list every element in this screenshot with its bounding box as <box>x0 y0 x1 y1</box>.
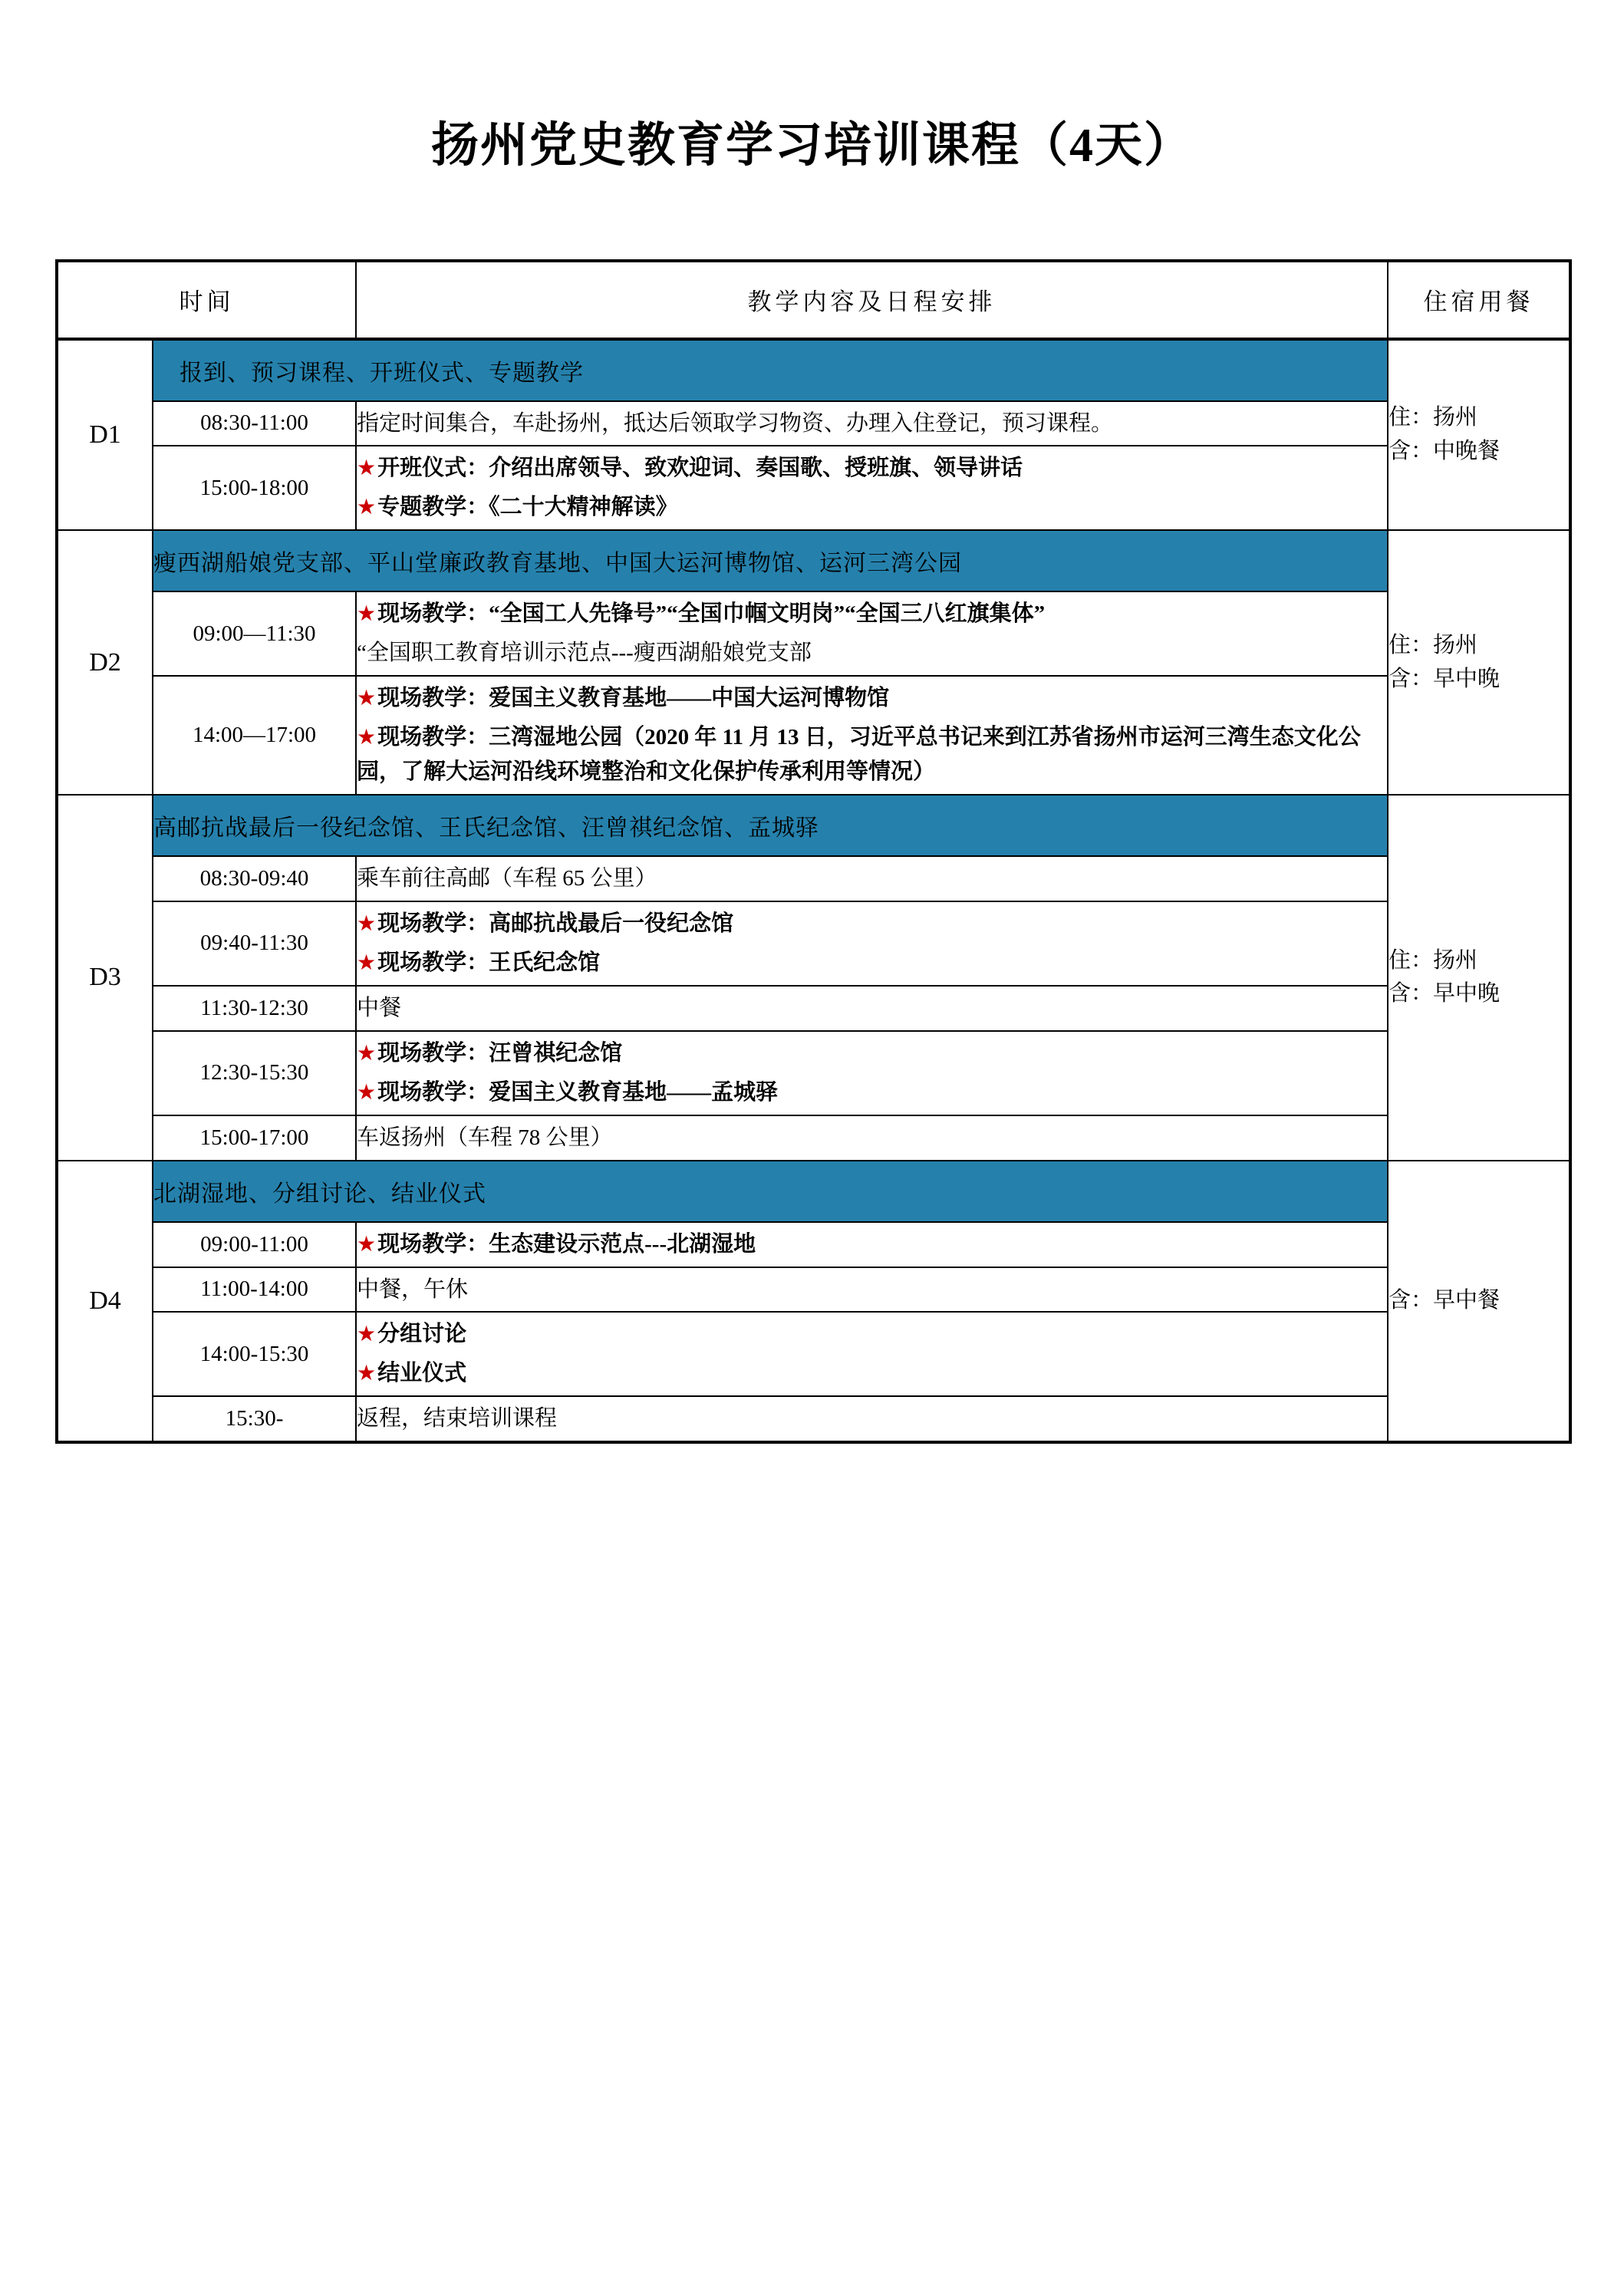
day-label-d1: D1 <box>57 339 153 531</box>
red-star-icon: ★ <box>357 1323 377 1347</box>
day-banner-d3: 高邮抗战最后一役纪念馆、王氏纪念馆、汪曾祺纪念馆、孟城驿 <box>153 795 1388 856</box>
table-row <box>57 1222 1570 1267</box>
activity-line <box>357 991 1387 1026</box>
day-banner-row <box>57 339 1570 401</box>
activity-line <box>357 861 1387 896</box>
activity-line <box>357 1317 1387 1352</box>
activity-label: 现场教学： <box>377 1079 489 1105</box>
activity-content <box>356 856 1388 901</box>
activity-label: 开班仪式： <box>377 456 489 481</box>
stay-line: 住：扬州 <box>1388 405 1478 430</box>
table-row <box>57 1267 1570 1313</box>
time-slot: 09:00-11:00 <box>153 1222 356 1267</box>
activity-label: 现场教学： <box>377 1040 489 1066</box>
activity-content <box>356 676 1388 795</box>
activity-line <box>357 720 1387 789</box>
day-label-d3: D3 <box>57 795 153 1161</box>
activity-text: 三湾湿地公园（2020 年 11 月 13 日，习近平总书记来到江苏省扬州市运河三湾生态文化公园，了解大运河沿线环境整治和文化保护传承利用等情况） <box>357 725 1361 785</box>
activity-content <box>356 1312 1388 1396</box>
red-star-icon: ★ <box>357 1362 377 1386</box>
stay-meals-d3 <box>1388 795 1570 1161</box>
activity-content <box>356 1031 1388 1115</box>
activity-line <box>357 681 1387 716</box>
activity-line <box>357 1273 1387 1307</box>
table-row <box>57 901 1570 986</box>
red-star-icon: ★ <box>357 602 377 627</box>
time-slot: 15:00-18:00 <box>153 446 356 530</box>
activity-text: 指定时间集合，车赴扬州，抵达后领取学习物资、办理入住登记，预习课程。 <box>357 410 1114 436</box>
table-row <box>57 591 1570 676</box>
red-star-icon: ★ <box>357 911 377 936</box>
activity-label: 现场教学： <box>377 725 489 750</box>
meals-line: 含：早中晚 <box>1388 981 1500 1006</box>
column-header-stay: 住宿用餐 <box>1388 261 1570 339</box>
page-title: 扬州党史教育学习培训课程（4天） <box>430 120 1193 172</box>
time-slot: 09:00—11:30 <box>153 591 356 676</box>
activity-line <box>357 1227 1387 1262</box>
activity-line <box>357 597 1387 631</box>
column-header-time: 时间 <box>57 261 356 339</box>
meals-line: 含：早中晚 <box>1388 666 1500 691</box>
table-header-row <box>57 261 1570 339</box>
activity-text: 车返扬州（车程 78 公里） <box>357 1125 613 1150</box>
day-banner-d4: 北湖湿地、分组讨论、结业仪式 <box>153 1161 1388 1222</box>
time-slot: 15:00-17:00 <box>153 1115 356 1161</box>
activity-line <box>357 907 1387 941</box>
table-row <box>57 1396 1570 1442</box>
activity-label: 现场教学： <box>377 1231 489 1257</box>
meals-line: 含：中晚餐 <box>1388 438 1500 463</box>
activity-line <box>357 1036 1387 1071</box>
table-row <box>57 401 1570 446</box>
activity-line <box>357 490 1387 525</box>
stay-meals-d2 <box>1388 530 1570 795</box>
activity-text: 介绍出席领导、致欢迎词、奏国歌、授班旗、领导讲话 <box>489 456 1023 481</box>
activity-line <box>357 636 1387 670</box>
activity-label: 专题教学： <box>377 495 489 520</box>
time-slot: 11:30-12:30 <box>153 986 356 1031</box>
activity-content <box>356 986 1388 1031</box>
red-star-icon: ★ <box>357 1041 377 1066</box>
activity-label: 现场教学： <box>377 911 489 936</box>
activity-label: 现场教学： <box>377 686 489 711</box>
activity-text: 爱国主义教育基地——中国大运河博物馆 <box>489 686 890 711</box>
column-header-content: 教学内容及日程安排 <box>356 261 1388 339</box>
activity-text: 汪曾祺纪念馆 <box>489 1040 623 1066</box>
activity-content <box>356 591 1388 676</box>
activity-text: 爱国主义教育基地——孟城驿 <box>489 1079 779 1105</box>
time-slot: 09:40-11:30 <box>153 901 356 986</box>
day-banner-row <box>57 530 1570 591</box>
activity-label: 分组讨论 <box>377 1322 467 1347</box>
table-row <box>57 986 1570 1031</box>
table-row <box>57 1312 1570 1396</box>
activity-line <box>357 451 1387 486</box>
activity-text: 中餐，午休 <box>357 1276 469 1302</box>
red-star-icon: ★ <box>357 950 377 975</box>
activity-label: 结业仪式 <box>377 1361 467 1386</box>
red-star-icon: ★ <box>357 726 377 750</box>
activity-text: 高邮抗战最后一役纪念馆 <box>489 911 734 936</box>
activity-content <box>356 401 1388 446</box>
red-star-icon: ★ <box>357 1080 377 1105</box>
stay-meals-d1 <box>1388 339 1570 531</box>
day-banner-row <box>57 795 1570 856</box>
activity-content <box>356 1396 1388 1442</box>
time-slot: 11:00-14:00 <box>153 1267 356 1313</box>
activity-line <box>357 1356 1387 1391</box>
activity-content <box>356 446 1388 530</box>
red-star-icon: ★ <box>357 456 377 481</box>
red-star-icon: ★ <box>357 687 377 711</box>
activity-text: “全国工人先锋号”“全国巾帼文明岗”“全国三八红旗集体” <box>489 601 1046 627</box>
table-row <box>57 1115 1570 1161</box>
time-slot: 08:30-09:40 <box>153 856 356 901</box>
table-row <box>57 446 1570 530</box>
activity-line <box>357 1402 1387 1436</box>
day-label-d2: D2 <box>57 530 153 795</box>
stay-line: 住：扬州 <box>1388 633 1478 658</box>
activity-text: 返程，结束培训课程 <box>357 1406 558 1431</box>
activity-line <box>357 407 1387 441</box>
day-banner-d1: 报到、预习课程、开班仪式、专题教学 <box>153 339 1388 401</box>
activity-line <box>357 1121 1387 1155</box>
time-slot: 14:00—17:00 <box>153 676 356 795</box>
stay-line: 住：扬州 <box>1388 947 1478 973</box>
day-banner-d2: 瘦西湖船娘党支部、平山堂廉政教育基地、中国大运河博物馆、运河三湾公园 <box>153 530 1388 591</box>
time-slot: 14:00-15:30 <box>153 1312 356 1396</box>
activity-text: 乘车前往高邮（车程 65 公里） <box>357 866 657 891</box>
activity-line <box>357 946 1387 980</box>
day-banner-row <box>57 1161 1570 1222</box>
activity-content <box>356 1267 1388 1313</box>
activity-text: “全国职工教育培训示范点---瘦西湖船娘党支部 <box>357 641 812 666</box>
time-slot: 12:30-15:30 <box>153 1031 356 1115</box>
stay-meals-d4 <box>1388 1161 1570 1443</box>
time-slot: 15:30- <box>153 1396 356 1442</box>
red-star-icon: ★ <box>357 1232 377 1257</box>
table-row <box>57 856 1570 901</box>
activity-line <box>357 1076 1387 1110</box>
activity-label: 现场教学： <box>377 601 489 627</box>
activity-text: 生态建设示范点---北湖湿地 <box>489 1231 756 1257</box>
red-star-icon: ★ <box>357 496 377 520</box>
training-schedule-table <box>55 259 1572 1444</box>
activity-content <box>356 1115 1388 1161</box>
activity-content <box>356 1222 1388 1267</box>
table-row <box>57 676 1570 795</box>
day-label-d4: D4 <box>57 1161 153 1443</box>
activity-text: 《二十大精神解读》 <box>489 495 678 520</box>
meals-line: 含：早中餐 <box>1388 1288 1500 1313</box>
activity-content <box>356 901 1388 986</box>
activity-text: 王氏纪念馆 <box>489 950 601 975</box>
time-slot: 08:30-11:00 <box>153 401 356 446</box>
activity-text: 中餐 <box>357 995 402 1020</box>
table-row <box>57 1031 1570 1115</box>
activity-label: 现场教学： <box>377 950 489 975</box>
